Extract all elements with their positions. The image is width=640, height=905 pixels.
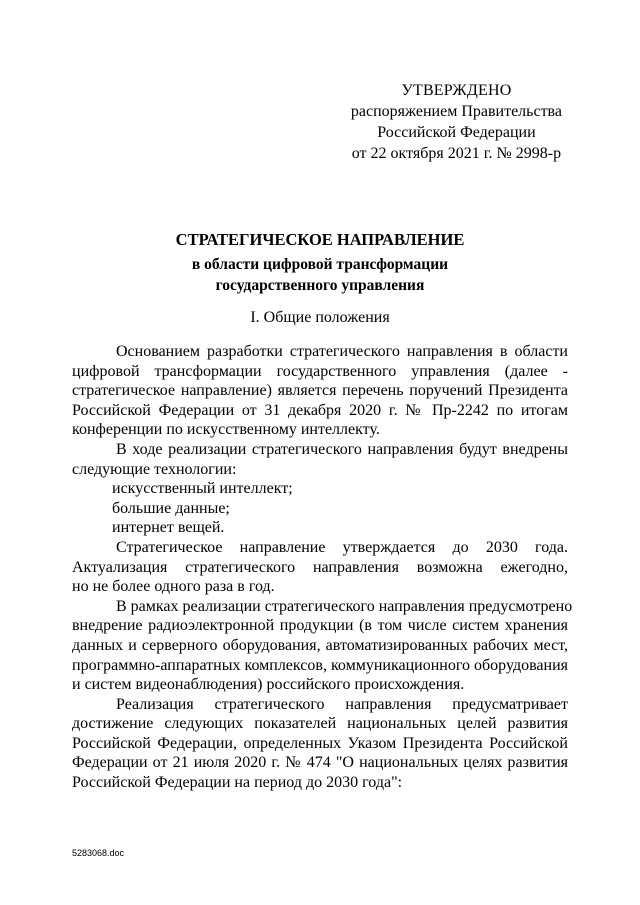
approval-line-1: распоряжением Правительства (350, 103, 562, 120)
body-line: Российской Федерации, определенных Указом Президента Российской (72, 734, 568, 752)
approval-line-2: Российской Федерации (377, 124, 536, 141)
body-line: конференции по искусственному интеллекту. (72, 421, 380, 439)
body-line: следующие технологии: (72, 460, 237, 478)
body-line: цифровой трансформации государственного управления (далее - (72, 362, 568, 380)
body-line: Актуализация стратегического направления возможна ежегодно, (72, 558, 568, 576)
approval-line-3: от 22 октября 2021 г. № 2998-р (351, 145, 562, 162)
body-line: Федерации от 21 июля 2020 г. № 474 "О национальных целях развития (72, 754, 568, 772)
body-line: Реализация стратегического направления предусматривает (116, 695, 568, 713)
body-line: внедрение радиоэлектронной продукции (в том числе систем хранения (72, 617, 568, 635)
body-line: и систем видеонаблюдения) российского происхождения. (72, 676, 465, 694)
section-heading: I. Общие положения (250, 309, 390, 326)
body-line: Основанием разработки стратегического направления в области (116, 343, 568, 360)
body-line: но не более одного раза в год. (72, 578, 275, 596)
document-body (72, 342, 573, 793)
document-subtitle (0, 254, 640, 296)
body-line: Российской Федерации от 31 декабря 2020 г. № Пр-2242 по итогам (72, 401, 568, 419)
list-item: искусственный интеллект; (112, 480, 293, 498)
body-line: данных и серверного оборудования, автоматизированных рабочих мест, (72, 636, 568, 654)
document-subtitle-line-2: государственного управления (215, 277, 425, 294)
footer-filename: 5283068.doc (72, 848, 125, 858)
approval-block (351, 80, 562, 164)
body-line: Российской Федерации на период до 2030 года": (72, 774, 403, 792)
document-subtitle-line-1: в области цифровой трансформации (191, 256, 449, 273)
body-line: В рамках реализации стратегического направления предусмотрено (116, 597, 573, 615)
body-line: стратегическое направление) является перечень поручений Президента (72, 382, 568, 400)
approval-heading: УТВЕРЖДЕНО (401, 82, 512, 99)
list-item: интернет вещей. (112, 519, 225, 537)
list-item: большие данные; (112, 499, 230, 517)
body-line: Стратегическое направление утверждается до 2030 года. (116, 538, 568, 556)
body-line: программно-аппаратных комплексов, коммуникационного оборудования (72, 656, 569, 674)
document-title: СТРАТЕГИЧЕСКОЕ НАПРАВЛЕНИЕ (175, 230, 465, 249)
body-line: В ходе реализации стратегического направления будут внедрены (116, 440, 568, 458)
body-line: достижение следующих показателей национальных целей развития (72, 715, 568, 733)
